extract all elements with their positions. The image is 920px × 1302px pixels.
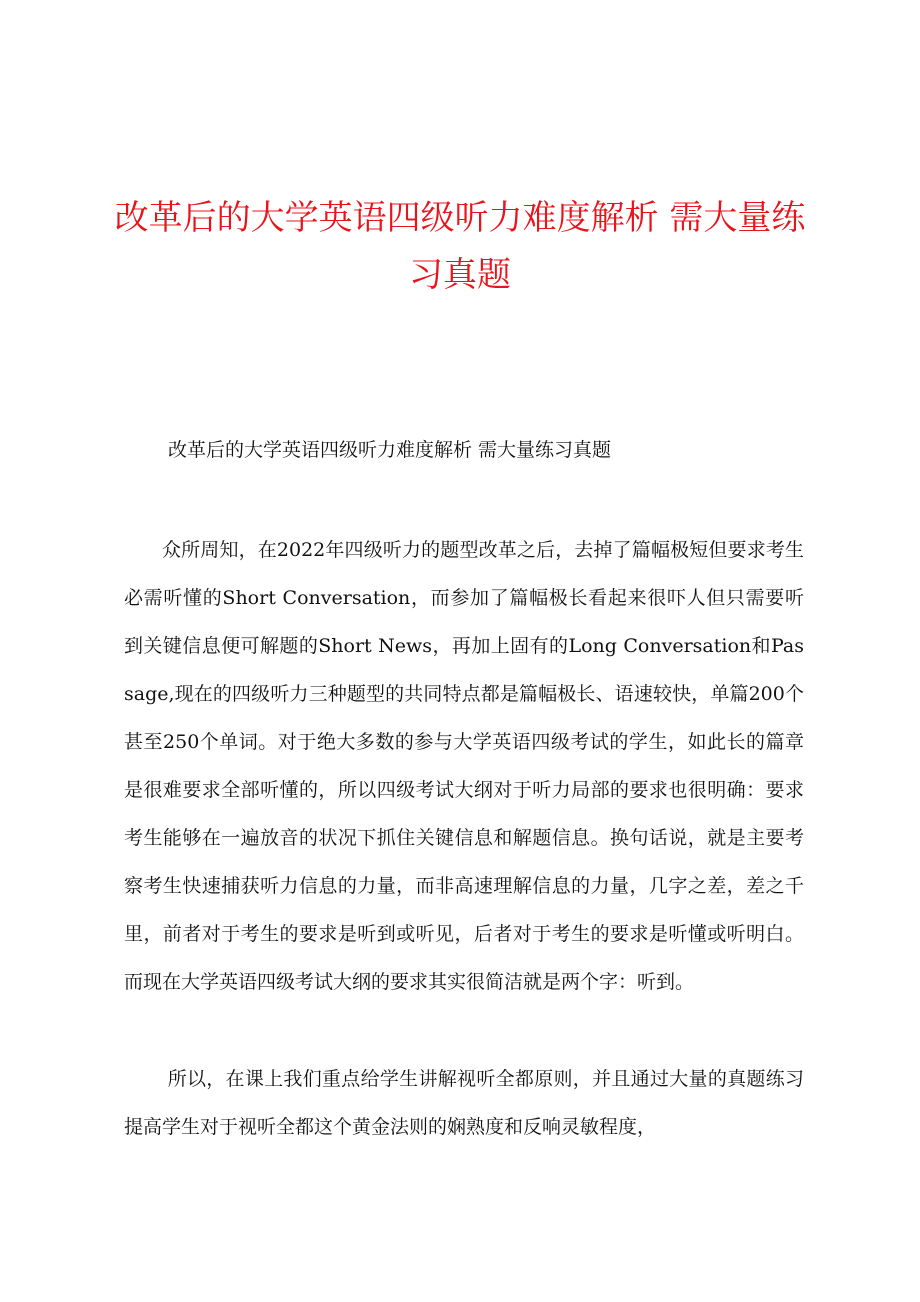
document-title: 改革后的大学英语四级听力难度解析 需大量练习真题 <box>114 198 806 295</box>
paragraph-2: 所以，在课上我们重点给学生讲解视听全都原则，并且通过大量的真题练习提高学生对于视听全都这个黄金法则的娴熟度和反响灵敏程度， <box>124 1068 804 1138</box>
paragraph-1: 众所周知，在2022年四级听力的题型改革之后，去掉了篇幅极短但要求考生必需听懂的Short Conversation，而参加了篇幅极长看起来很吓人但只需要听到关键信息便可解题的Short News，再加上固有的Long Conversation和Passage,现在的四级听力三种题型的共同特点都是篇幅极长、语速较快，单篇200个甚至250个单词。对于绝大多数的参与大学英语四级考试的学生，如此长的篇章是很难要求全部听懂的，所以四级考试大纲对于听力局部的要求也很明确：要求考生能够在一遍放音的状况下抓住关键信息和解题信息。换句话说，就是主要考察考生快速捕获听力信息的力量，而非高速理解信息的力量，几字之差，差之千里，前者对于考生的要求是听到或听见，后者对于考生的要求是听懂或听明白。而现在大学英语四级考试大纲的要求其实很简洁就是两个字：听到。 <box>124 539 804 993</box>
document-subtitle: 改革后的大学英语四级听力难度解析 需大量练习真题 <box>168 439 612 461</box>
